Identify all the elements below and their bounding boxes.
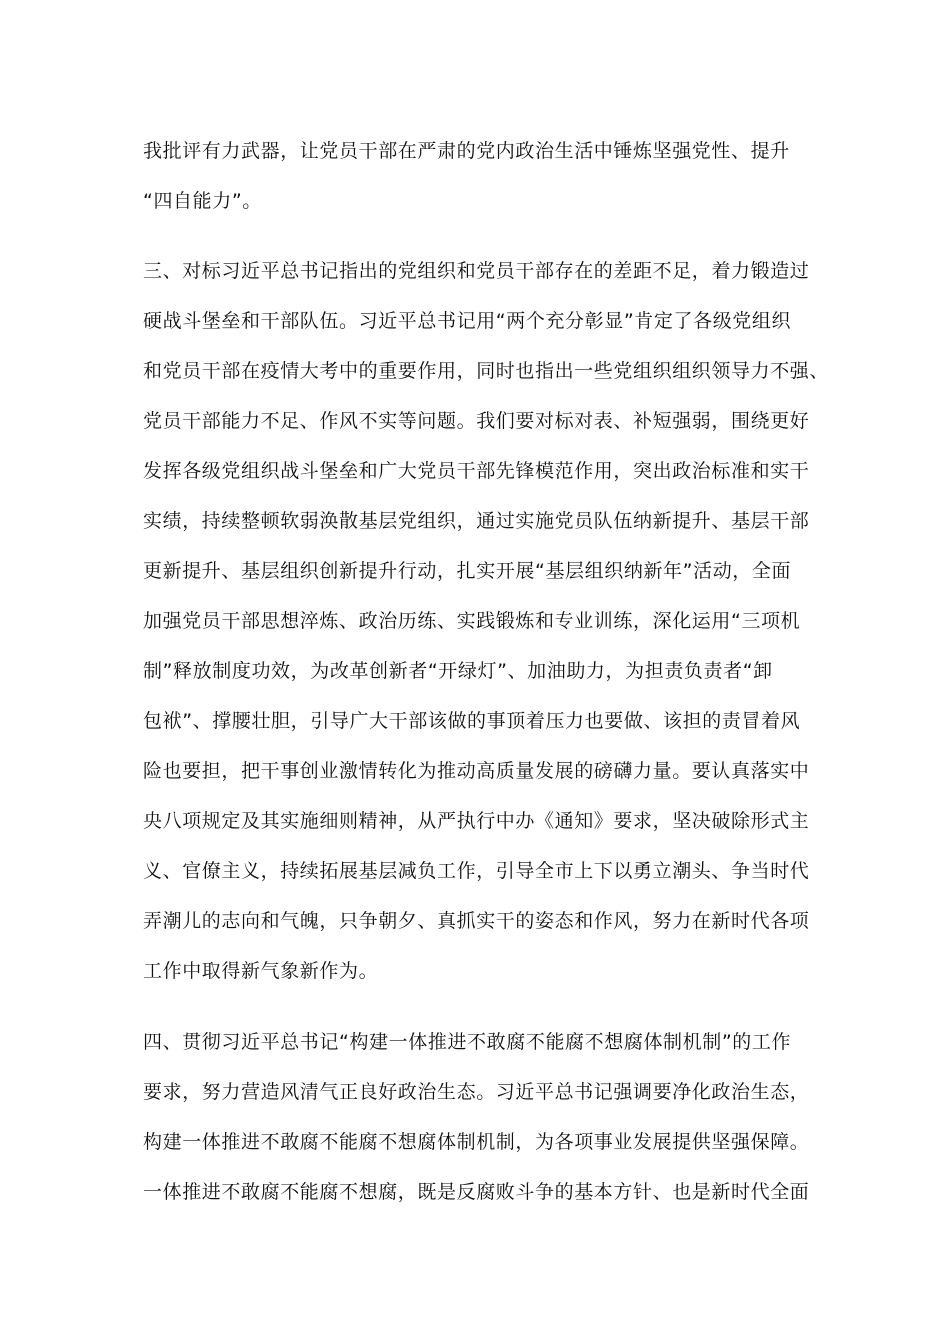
text-line: 工作中取得新气象新作为。 bbox=[143, 960, 379, 982]
text-line: 硬战斗堡垒和干部队伍。习近平总书记用“两个充分彰显”肯定了各级党组织 bbox=[143, 310, 792, 332]
text-line: 加强党员干部思想淬炼、政治历练、实践锻炼和专业训练，深化运用“三项机 bbox=[143, 610, 801, 632]
text-line: 险也要担，把干事创业激情转化为推动高质量发展的磅礴力量。要认真落实中 bbox=[143, 760, 810, 782]
text-line: 我批评有力武器，让党员干部在严肃的党内政治生活中锤炼坚强党性、提升 bbox=[143, 140, 790, 162]
text-line: 更新提升、基层组织创新提升行动，扎实开展“基层组织纳新年”活动，全面 bbox=[143, 560, 792, 582]
text-line: 一体推进不敢腐不能腐不想腐，既是反腐败斗争的基本方针、也是新时代全面 bbox=[143, 1181, 810, 1203]
text-line: 和党员干部在疫情大考中的重要作用，同时也指出一些党组织组织领导力不强、 bbox=[143, 360, 830, 382]
text-line: 构建一体推进不敢腐不能腐不想腐体制机制，为各项事业发展提供坚强保障。 bbox=[143, 1131, 810, 1153]
text-line: 要求，努力营造风清气正良好政治生态。习近平总书记强调要净化政治生态， bbox=[143, 1081, 810, 1103]
text-line: 三、对标习近平总书记指出的党组织和党员干部存在的差距不足，着力锻造过 bbox=[143, 260, 810, 282]
text-line: 四、贯彻习近平总书记“构建一体推进不敢腐不能腐不想腐体制机制”的工作 bbox=[143, 1031, 792, 1053]
text-line: 包袱”、撑腰壮胆，引导广大干部该做的事顶着压力也要做、该担的责冒着风 bbox=[143, 710, 801, 732]
text-line: 弄潮儿的志向和气魄，只争朝夕、真抓实干的姿态和作风，努力在新时代各项 bbox=[143, 910, 810, 932]
text-line: 发挥各级党组织战斗堡垒和广大党员干部先锋模范作用，突出政治标准和实干 bbox=[143, 460, 810, 482]
text-line: 制”释放制度功效，为改革创新者“开绿灯”、加油助力，为担责负责者“卸 bbox=[143, 660, 773, 682]
text-line: 实绩，持续整顿软弱涣散基层党组织，通过实施党员队伍纳新提升、基层干部 bbox=[143, 510, 810, 532]
text-line: 党员干部能力不足、作风不实等问题。我们要对标对表、补短强弱，围绕更好 bbox=[143, 410, 810, 432]
text-line: 义、官僚主义，持续拓展基层减负工作，引导全市上下以勇立潮头、争当时代 bbox=[143, 860, 810, 882]
text-line: 央八项规定及其实施细则精神，从严执行中办《通知》要求，坚决破除形式主 bbox=[143, 810, 810, 832]
text-line: “四自能力”。 bbox=[143, 190, 262, 212]
